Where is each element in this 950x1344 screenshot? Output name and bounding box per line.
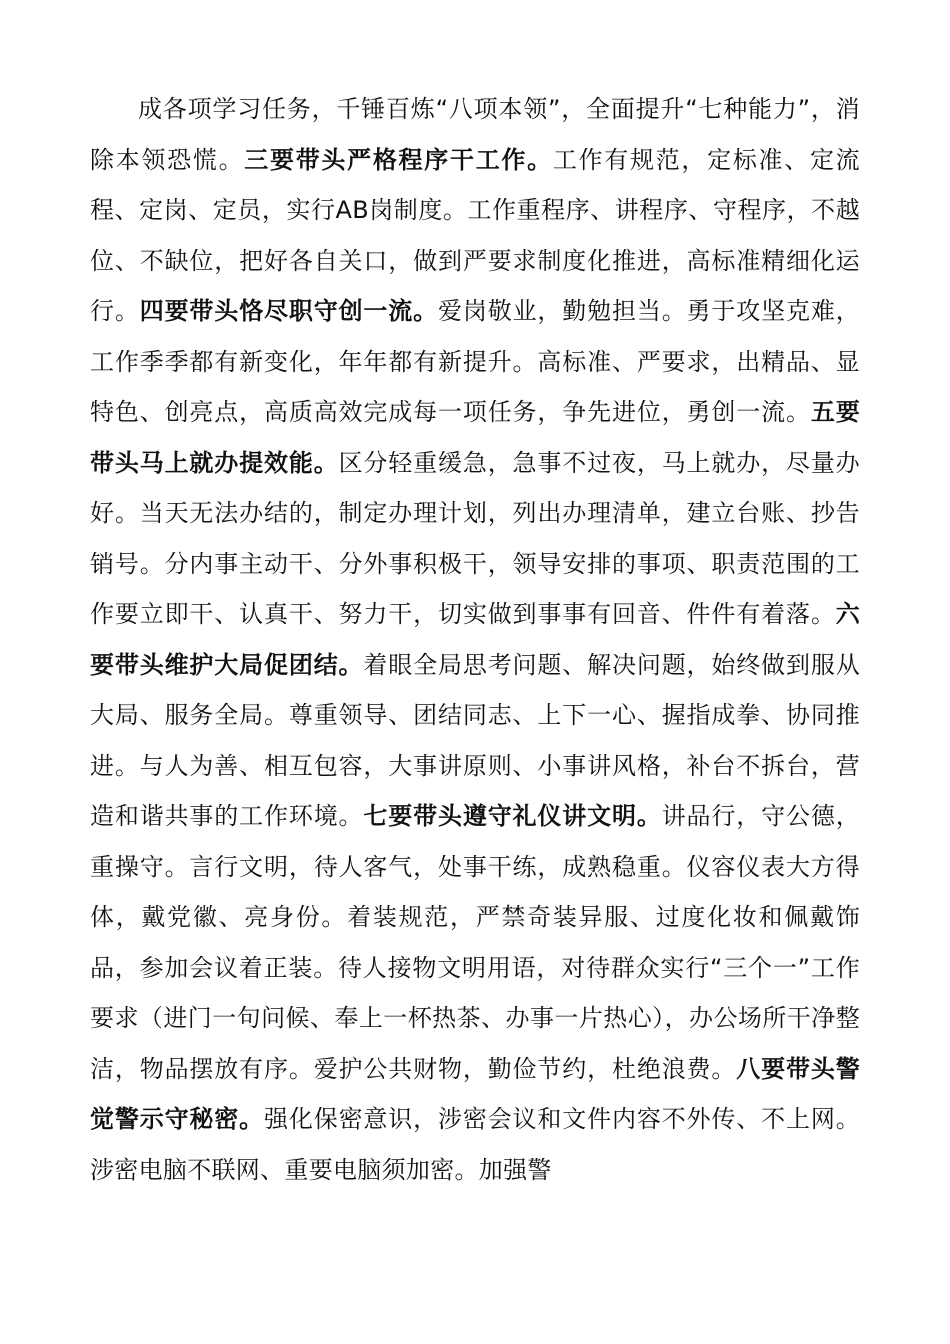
text-segment: 工作有规范，定标准、定流程、定岗、定员，实行AB岗制度。工作重程序、讲程序、守程序，不越位、不缺位，把好各自关口，做到严要求制度化推进，高标准精细化运行。 bbox=[90, 145, 860, 325]
bold-heading-3: 三要带头严格程序干工作。 bbox=[244, 145, 553, 174]
bold-heading-7: 七要带头遵守礼仪讲文明。 bbox=[363, 802, 662, 830]
bold-heading-6: 六要带头维护大局促团结。 bbox=[90, 600, 860, 679]
text-segment: 爱岗敬业，勤勉担当。勇于攻坚克难，工作季季都有新变化，年年都有新提升。高标准、严要求，出精品、显特色、创亮点，高质高效完成每一项任务，争先进位，勇创一流。 bbox=[90, 297, 860, 426]
bold-heading-4: 四要带头恪尽职守创一流。 bbox=[139, 297, 438, 325]
body-paragraph bbox=[90, 84, 860, 1195]
text-segment: 讲品行，守公德，重操守。言行文明，待人客气，处事干练，成熟稳重。仪容仪表大方得体，戴党徽、亮身份。着装规范，严禁奇装异服、过度化妆和佩戴饰品，参加会议着正装。待人接物文明用语，对待群众实行“三个一”工作要求（进门一句问候、奉上一杯热茶、办事一片热心），办公场所干净整洁，物品摆放有序。爱护公共财物，勤俭节约，杜绝浪费。 bbox=[90, 802, 860, 1083]
bold-heading-8: 八要带头警觉警示守秘密。 bbox=[90, 1054, 860, 1133]
bold-heading-5: 五要带头马上就办提效能。 bbox=[90, 398, 860, 477]
text-segment: 成各项学习任务，千锤百炼“八项本领”，全面提升“七种能力”，消除本领恐慌。 bbox=[90, 95, 860, 174]
text-segment: 区分轻重缓急，急事不过夜，马上就办，尽量办好。当天无法办结的，制定办理计划，列出办理清单，建立台账、抄告销号。分内事主动干、分外事积极干，领导安排的事项、职责范围的工作要立即干、认真干、努力干，切实做到事事有回音、件件有着落。 bbox=[90, 448, 860, 628]
text-segment: 强化保密意识，涉密会议和文件内容不外传、不上网。涉密电脑不联网、重要电脑须加密。加强警 bbox=[90, 1105, 860, 1184]
text-segment: 着眼全局思考问题、解决问题，始终做到服从大局、服务全局。尊重领导、团结同志、上下一心、握指成拳、协同推进。与人为善、相互包容，大事讲原则、小事讲风格，补台不拆台，营造和谐共事的工作环境。 bbox=[90, 650, 860, 830]
